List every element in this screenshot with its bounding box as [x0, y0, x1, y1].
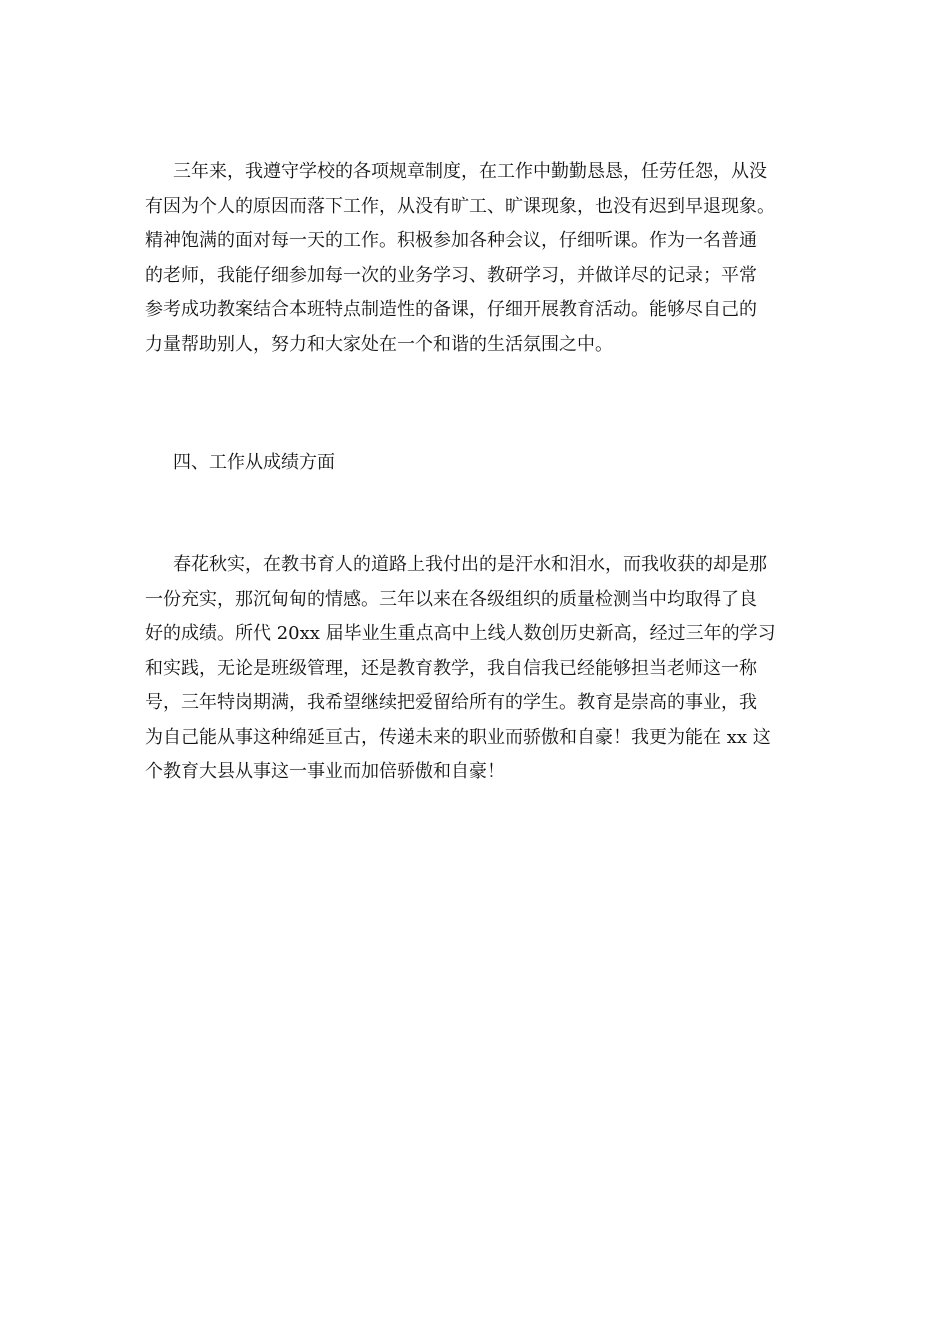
paragraph-achievements [145, 548, 805, 790]
paragraph-line: 号，三年特岗期满，我希望继续把爱留给所有的学生。教育是崇高的事业，我 [145, 692, 757, 713]
section-heading [145, 446, 805, 481]
paragraph-line: 为自己能从事这种绵延亘古，传递未来的职业而骄傲和自豪！我更为能在 xx 这 [145, 726, 771, 748]
paragraph-work-attitude [145, 155, 805, 362]
paragraph-line: 一份充实，那沉甸甸的情感。三年以来在各级组织的质量检测当中均取得了良 [145, 588, 757, 610]
section-heading-text: 四、工作从成绩方面 [173, 452, 335, 473]
paragraph-line: 有因为个人的原因而落下工作，从没有旷工、旷课现象，也没有迟到早退现象。 [145, 195, 775, 217]
paragraph-line: 好的成绩。所代 20xx 届毕业生重点高中上线人数创历史新高，经过三年的学习 [145, 623, 776, 644]
paragraph-line: 三年来，我遵守学校的各项规章制度，在工作中勤勤恳恳，任劳任怨，从没 [173, 161, 767, 182]
paragraph-line: 和实践，无论是班级管理，还是教育教学，我自信我已经能够担当老师这一称 [145, 657, 757, 679]
paragraph-line: 个教育大县从事这一事业而加倍骄傲和自豪！ [145, 761, 505, 782]
paragraph-line: 精神饱满的面对每一天的工作。积极参加各种会议，仔细听课。作为一名普通 [145, 230, 757, 251]
paragraph-line: 的老师，我能仔细参加每一次的业务学习、教研学习，并做详尽的记录；平常 [145, 264, 757, 286]
paragraph-line: 春花秋实，在教书育人的道路上我付出的是汗水和泪水，而我收获的却是那 [173, 554, 767, 575]
paragraph-line: 参考成功教案结合本班特点制造性的备课，仔细开展教育活动。能够尽自己的 [145, 299, 757, 320]
paragraph-line: 力量帮助别人，努力和大家处在一个和谐的生活氛围之中。 [145, 333, 613, 355]
